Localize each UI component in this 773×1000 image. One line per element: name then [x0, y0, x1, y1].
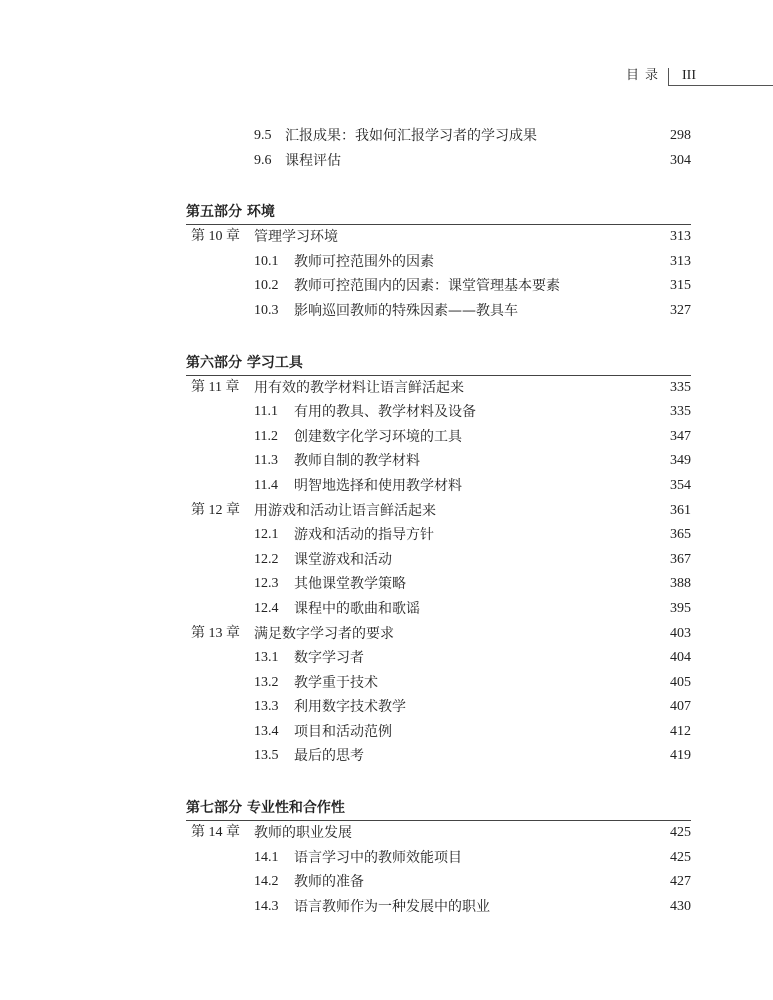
toc-section-12-1 — [0, 523, 773, 548]
section-title: 教师的准备 — [294, 874, 364, 891]
section-title: 游戏和活动的指导方针 — [294, 527, 434, 544]
section-title: 有用的教具、教学材料及设备 — [294, 404, 476, 421]
toc-section-14-2 — [0, 870, 773, 895]
section-title: 语言教师作为一种发展中的职业 — [294, 898, 490, 915]
toc-section-11-3 — [0, 449, 773, 474]
toc-chapter-14 — [0, 821, 773, 846]
section-number: 13.4 — [254, 723, 279, 739]
section-page: 427 — [670, 874, 691, 890]
section-page: 347 — [670, 428, 691, 444]
chapter-number: 第 10 章 — [191, 229, 240, 245]
toc-section-14-1 — [0, 846, 773, 871]
section-page: 335 — [670, 404, 691, 420]
section-number: 10.2 — [254, 278, 279, 294]
section-page: 404 — [670, 650, 691, 666]
section-title: 数字学习者 — [294, 650, 364, 667]
section-number: 11.2 — [254, 428, 278, 444]
section-number: 11.3 — [254, 453, 278, 469]
section-number: 12.1 — [254, 527, 279, 543]
header-divider — [668, 68, 669, 86]
header-title: 目录 — [626, 68, 665, 83]
section-number: 12.2 — [254, 551, 279, 567]
toc-chapter-13 — [0, 622, 773, 647]
chapter-title: 管理学习环境 — [254, 229, 338, 246]
section-title: 教师自制的教学材料 — [294, 453, 420, 470]
chapter-page: 313 — [670, 229, 691, 245]
chapter-page: 403 — [670, 625, 691, 641]
section-page: 365 — [670, 527, 691, 543]
toc-section-11-1 — [0, 400, 773, 425]
section-number: 10.1 — [254, 253, 279, 269]
toc-section-12-4 — [0, 597, 773, 622]
toc-chapter-12 — [0, 499, 773, 524]
section-number: 13.3 — [254, 699, 279, 715]
toc-section-9-5 — [0, 124, 773, 149]
part-title: 第六部分 学习工具 — [186, 354, 303, 371]
section-page: 313 — [670, 253, 691, 269]
section-page: 315 — [670, 278, 691, 294]
section-title: 教师可控范围内的因素：课堂管理基本要素 — [294, 278, 560, 295]
running-header — [616, 64, 773, 88]
toc-section-10-2 — [0, 274, 773, 299]
toc-section-11-2 — [0, 425, 773, 450]
section-number: 14.2 — [254, 874, 279, 890]
section-number: 11.4 — [254, 477, 278, 493]
section-number: 9.6 — [254, 152, 272, 168]
part-title: 第七部分 专业性和合作性 — [186, 800, 345, 817]
section-title: 创建数字化学习环境的工具 — [294, 428, 462, 445]
section-page: 405 — [670, 674, 691, 690]
section-title: 课堂游戏和活动 — [294, 551, 392, 568]
section-number: 11.1 — [254, 404, 278, 420]
section-page: 349 — [670, 453, 691, 469]
chapter-page: 425 — [670, 825, 691, 841]
section-number: 12.4 — [254, 600, 279, 616]
chapter-page: 361 — [670, 502, 691, 518]
toc-section-13-3 — [0, 695, 773, 720]
section-title: 其他课堂教学策略 — [294, 576, 406, 593]
toc-section-13-5 — [0, 744, 773, 769]
toc-part-6 — [0, 351, 773, 770]
section-title: 教师可控范围外的因素 — [294, 253, 434, 270]
section-page: 298 — [670, 128, 691, 143]
section-title: 明智地选择和使用教学材料 — [294, 477, 462, 494]
section-number: 9.5 — [254, 128, 272, 143]
chapter-number: 第 14 章 — [191, 825, 240, 841]
section-page: 304 — [670, 152, 691, 168]
chapter-page: 335 — [670, 379, 691, 395]
section-page: 388 — [670, 576, 691, 592]
section-page: 395 — [670, 600, 691, 616]
table-of-contents — [0, 124, 773, 919]
toc-chapter-11 — [0, 376, 773, 401]
toc-section-10-1 — [0, 250, 773, 275]
toc-section-11-4 — [0, 474, 773, 499]
chapter-title: 用游戏和活动让语言鲜活起来 — [254, 502, 436, 519]
toc-part-5 — [0, 200, 773, 323]
section-number: 14.3 — [254, 898, 279, 914]
section-page: 425 — [670, 849, 691, 865]
toc-section-14-3 — [0, 895, 773, 920]
chapter-title: 用有效的教学材料让语言鲜活起来 — [254, 379, 464, 396]
toc-section-10-3 — [0, 299, 773, 324]
section-title: 最后的思考 — [294, 748, 364, 765]
toc-section-13-4 — [0, 720, 773, 745]
chapter-number: 第 13 章 — [191, 625, 240, 641]
section-number: 14.1 — [254, 849, 279, 865]
section-number: 13.2 — [254, 674, 279, 690]
toc-section-12-3 — [0, 572, 773, 597]
section-title: 利用数字技术教学 — [294, 699, 406, 716]
section-title: 语言学习中的教师效能项目 — [294, 849, 462, 866]
section-page: 354 — [670, 477, 691, 493]
section-title: 课程中的歌曲和歌谣 — [294, 600, 420, 617]
section-page: 419 — [670, 748, 691, 764]
chapter-number: 第 12 章 — [191, 502, 240, 518]
section-page: 412 — [670, 723, 691, 739]
section-number: 13.5 — [254, 748, 279, 764]
section-page: 327 — [670, 302, 691, 318]
chapter-title: 满足数字学习者的要求 — [254, 625, 394, 642]
section-number: 10.3 — [254, 302, 279, 318]
header-page-number: III — [682, 68, 696, 83]
section-title: 课程评估 — [285, 152, 341, 169]
section-title: 影响巡回教师的特殊因素——教具车 — [294, 302, 518, 319]
chapter-title: 教师的职业发展 — [254, 825, 352, 842]
part-title: 第五部分 环境 — [186, 204, 275, 221]
section-title: 教学重于技术 — [294, 674, 378, 691]
section-page: 407 — [670, 699, 691, 715]
section-number: 12.3 — [254, 576, 279, 592]
section-title: 汇报成果：我如何汇报学习者的学习成果 — [285, 128, 537, 144]
chapter-number: 第 11 章 — [191, 379, 240, 395]
section-title: 项目和活动范例 — [294, 723, 392, 740]
section-number: 13.1 — [254, 650, 279, 666]
toc-section-9-6 — [0, 149, 773, 174]
toc-part-7 — [0, 796, 773, 919]
toc-section-12-2 — [0, 548, 773, 573]
toc-chapter-10 — [0, 225, 773, 250]
header-rule — [668, 85, 773, 86]
section-page: 367 — [670, 551, 691, 567]
toc-section-13-2 — [0, 671, 773, 696]
toc-section-13-1 — [0, 646, 773, 671]
section-page: 430 — [670, 898, 691, 914]
